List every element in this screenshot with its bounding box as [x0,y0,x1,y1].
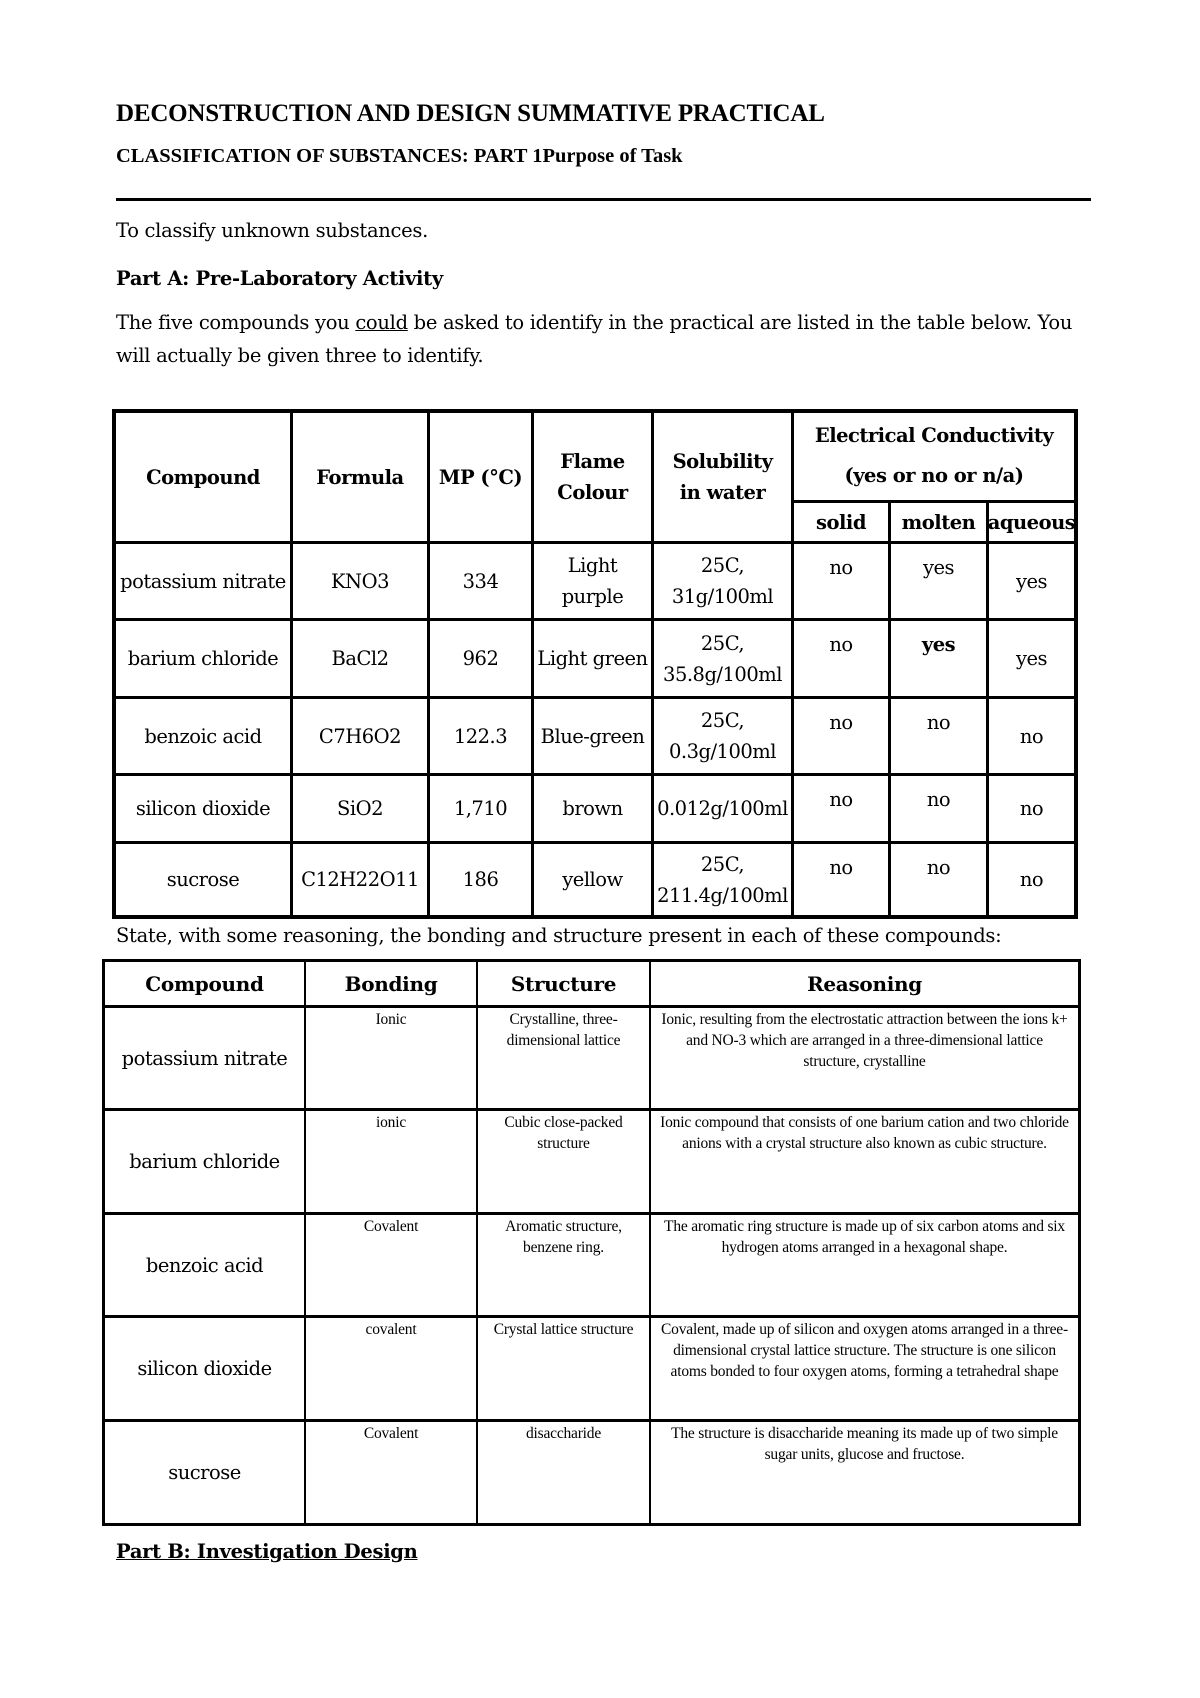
t1-row3-aqueous: no [1019,724,1044,748]
document-subtitle: CLASSIFICATION OF SUBSTANCES: PART 1Purpose of Task [116,145,683,167]
t1-row5-solubility: 25C, 211.4g/100ml [657,852,788,907]
t1-header-molten: molten [901,510,976,534]
t2-row1-reasoning: Ionic, resulting from the electrostatic attraction between the ions k+ and NO-3 which are arranged in a three-dimensional lattice structure, crystalline [661,1011,1068,1070]
t1-row1-aqueous: yes [1015,569,1048,593]
t2-row3-bonding: Covalent [363,1218,419,1235]
t1-header-mp: MP (°C) [438,465,523,489]
t1-row3-formula: C7H6O2 [318,724,402,748]
t1-header-flame: Flame Colour [557,450,628,504]
t1-row4-flame: brown [562,797,623,820]
t2-row2-structure: Cubic close-packed structure [504,1114,623,1152]
t1-row1-mp: 334 [462,569,499,593]
t1-row1-compound: potassium nitrate [120,569,286,593]
compounds-properties-table [112,409,1078,919]
t1-row4-compound: silicon dioxide [135,797,271,820]
t2-row1-bonding: Ionic [375,1011,407,1028]
intro-underlined-word: could [355,311,408,334]
t1-row1-molten: yes [922,556,955,579]
t2-row5-compound: sucrose [168,1461,241,1484]
t2-row1-compound: potassium nitrate [121,1046,288,1070]
t1-row3-molten: no [926,711,951,734]
state-prompt: State, with some reasoning, the bonding and structure present in each of these compounds: [116,924,1002,947]
t1-row1-solubility: 25C, 31g/100ml [671,554,774,608]
t2-header-compound: Compound [145,971,264,996]
t1-row2-solid: no [829,633,853,656]
t1-header-solubility: Solubility in water [672,450,773,504]
t1-row1-solid: no [829,556,853,579]
t2-row3-structure: Aromatic structure, benzene ring. [505,1218,622,1256]
t1-row4-molten: no [926,788,951,811]
t2-row5-reasoning: The structure is disaccharide meaning its made up of two simple sugar units, glucose and fructose. [671,1425,1058,1463]
t1-row5-flame: yellow [562,868,623,891]
t1-header-conductivity: Electrical Conductivity [814,423,1054,447]
part-a-heading: Part A: Pre-Laboratory Activity [116,267,443,290]
t1-header-formula: Formula [316,465,404,489]
t2-header-reasoning: Reasoning [807,971,922,996]
t1-row5-molten: no [926,856,951,879]
t1-row3-compound: benzoic acid [144,724,262,748]
t1-row3-solubility: 25C, 0.3g/100ml [668,709,776,763]
t1-row2-mp: 962 [462,647,499,670]
t1-row5-formula: C12H22O11 [301,868,419,891]
t1-header-solid: solid [816,510,866,534]
t2-row4-structure: Crystal lattice structure [493,1321,634,1338]
t1-row4-aqueous: no [1019,797,1044,820]
t1-row4-formula: SiO2 [337,797,383,820]
t1-header-conductivity-sub: (yes or no or n/a) [844,463,1024,487]
t2-header-structure: Structure [510,971,617,996]
purpose-text: To classify unknown substances. [116,219,429,242]
t2-row4-reasoning: Covalent, made up of silicon and oxygen atoms arranged in a three-dimensional crystal lattice structure. The structure is one silicon atoms bonded to four oxygen atoms, forming a tetrahedral shape [661,1321,1068,1380]
t2-header-bonding: Bonding [344,971,438,996]
t2-row2-reasoning: Ionic compound that consists of one barium cation and two chloride anions with a crystal structure also known as cubic structure. [660,1114,1069,1152]
t2-row3-reasoning: The aromatic ring structure is made up of six carbon atoms and six hydrogen atoms arranged in a hexagonal shape. [664,1218,1065,1256]
t1-row5-solid: no [829,856,853,879]
bonding-structure-table [102,959,1081,1526]
t2-row3-compound: benzoic acid [145,1253,264,1277]
t2-row2-compound: barium chloride [129,1150,280,1173]
t1-row1-flame: Light purple [561,554,624,608]
t2-row4-bonding: covalent [365,1321,417,1338]
t1-row5-mp: 186 [462,868,499,891]
intro-paragraph [116,306,1101,372]
t1-row2-formula: BaCl2 [331,647,389,670]
t1-row2-aqueous: yes [1015,647,1048,670]
t1-row2-molten: yes [921,633,956,656]
t1-row4-mp: 1,710 [453,797,508,820]
header-divider [116,198,1091,201]
t2-row1-structure: Crystalline, three-dimensional lattice [506,1011,621,1049]
intro-text-after: be asked to identify in the practical are listed in the table below. You will actually be given three to identify. [116,311,1073,367]
t1-header-compound: Compound [146,465,260,489]
t1-row5-aqueous: no [1019,868,1044,891]
t2-row5-structure: disaccharide [525,1425,602,1442]
t1-row3-flame: Blue-green [540,724,645,748]
t1-row3-mp: 122.3 [453,724,508,748]
t1-row1-formula: KNO3 [330,569,390,593]
t1-header-aqueous: aqueous [987,510,1076,534]
t2-row5-bonding: Covalent [363,1425,419,1442]
document-title: DECONSTRUCTION AND DESIGN SUMMATIVE PRACTICAL [116,100,825,127]
t1-row4-solid: no [829,788,853,811]
t2-row4-compound: silicon dioxide [137,1357,272,1380]
t1-row4-solubility: 0.012g/100ml [657,797,788,820]
t1-row5-compound: sucrose [166,868,240,891]
t2-row2-bonding: ionic [376,1114,406,1131]
t1-row2-compound: barium chloride [127,647,279,670]
intro-text-before: The five compounds you [116,311,356,334]
part-b-heading: Part B: Investigation Design [116,1540,418,1563]
t1-row2-solubility: 25C, 35.8g/100ml [663,631,782,686]
t1-row2-flame: Light green [537,647,648,670]
t1-row3-solid: no [829,711,853,734]
